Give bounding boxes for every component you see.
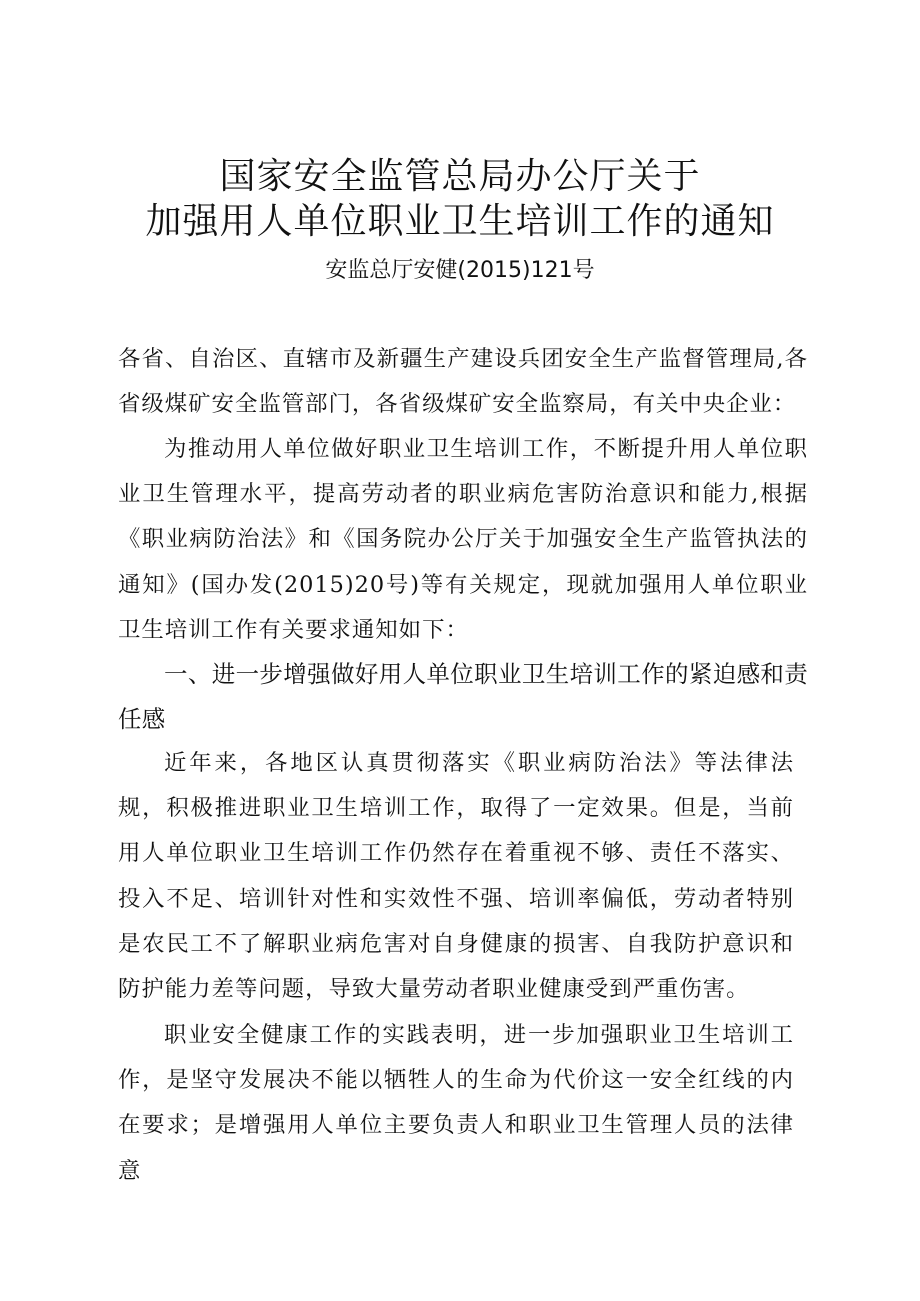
- section-1-paragraph-1: 近年来，各地区认真贯彻落实《职业病防治法》等法律法规，积极推进职业卫生培训工作，取得了一定效果。但是，当前用人单位职业卫生培训工作仍然存在着重视不够、责任不落实、投入不足、培训针对性和实效性不强、培训率偏低，劳动者特别是农民工不了解职业病危害对自身健康的损害、自我防护意识和防护能力差等问题，导致大量劳动者职业健康受到严重伤害。: [118, 750, 794, 1003]
- document-title-line-1: 国家安全监管总局办公厅关于: [219, 156, 701, 197]
- addressee-paragraph: 各省、自治区、直辖市及新疆生产建设兵团安全生产监督管理局,各省级煤矿安全监管部门，各省级煤矿安全监察局，有关中央企业：: [118, 346, 808, 418]
- intro-paragraph: 为推动用人单位做好职业卫生培训工作，不断提升用人单位职业卫生管理水平，提高劳动者的职业病危害防治意识和能力,根据《职业病防治法》和《国务院办公厅关于加强安全生产监管执法的通知》(国办发(2015)20号)等有关规定，现就加强用人单位职业卫生培训工作有关要求通知如下：: [118, 436, 808, 643]
- section-1-paragraph-2: 职业安全健康工作的实践表明，进一步加强职业卫生培训工作，是坚守发展决不能以牺牲人的生命为代价这一安全红线的内在要求；是增强用人单位主要负责人和职业卫生管理人员的法律意: [118, 1022, 794, 1184]
- section-1-heading: 一、进一步增强做好用人单位职业卫生培训工作的紧迫感和责任感: [118, 660, 808, 734]
- document-title-line-2: 加强用人单位职业卫生培训工作的通知: [145, 201, 775, 242]
- document-number: 安监总厅安健(2015)121号: [325, 258, 595, 283]
